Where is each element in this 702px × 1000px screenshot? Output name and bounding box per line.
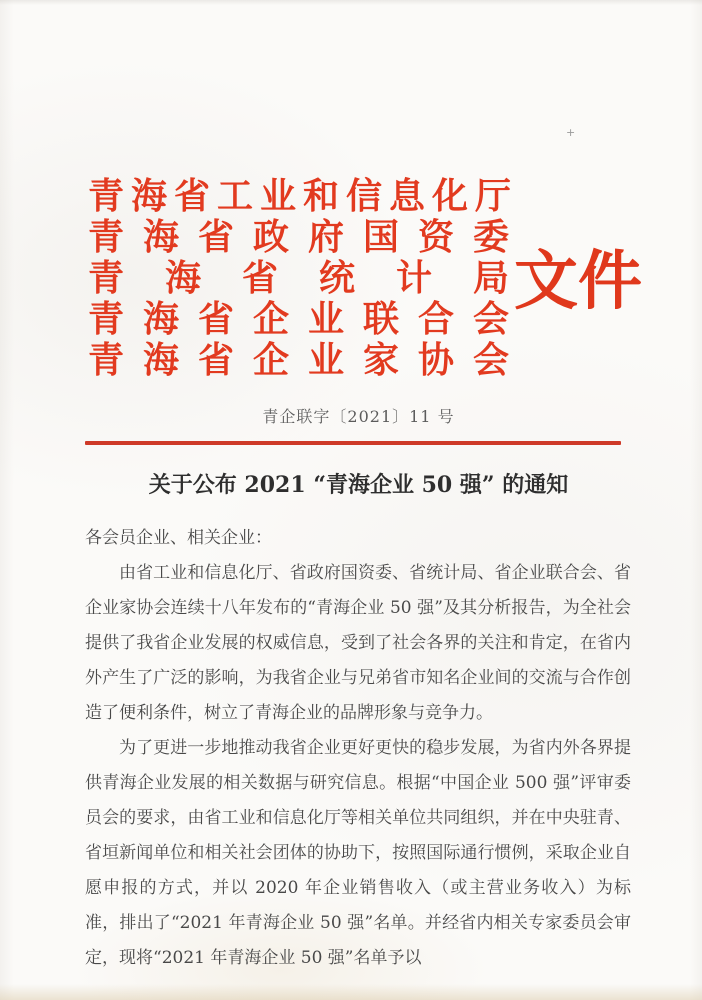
body-paragraph-2: 为了更进一步地推动我省企业更好更快的稳步发展，为省内外各界提供青海企业发展的相关数据与研究信息。根据“中国企业 500 强”评审委员会的要求，由省工业和信息化厅等相关单位共同组织，并在中央驻青、省垣新闻单位和相关社会团体的协助下，按照国际通行惯例，采取企业自愿申报的方式，并以 2020 年企业销售收入（或主营业务收入）为标准，排出了“2021 年青海企业 50 强”名单。并经省内相关专家委员会审定，现将“2021 年青海企业 50 强”名单予以 — [85, 738, 631, 968]
body-paragraph-1: 由省工业和信息化厅、省政府国资委、省统计局、省企业联合会、省企业家协会连续十八年发布的“青海企业 50 强”及其分析报告，为全社会提供了我省企业发展的权威信息，受到了社会各界的关注和肯定，在省内外产生了广泛的影响，为我省企业与兄弟省市知名企业间的交流与合作创造了便利条件，树立了青海企业的品牌形象与竞争力。 — [85, 563, 631, 723]
letterhead-line-industry-it-dept: 青海省工业和信息化厅 — [88, 175, 519, 217]
letterhead-wenjian-label: 文件 — [514, 244, 642, 319]
letterhead-line-sasac: 青海省政府国资委 — [88, 216, 529, 258]
document-body — [85, 521, 631, 976]
letterhead — [88, 175, 551, 381]
salutation: 各会员企业、相关企业： — [85, 528, 272, 548]
letterhead-line-statistics-bureau: 青海省统计局 — [88, 257, 551, 299]
letterhead-line-enterprise-confederation: 青海省企业联合会 — [88, 298, 529, 340]
registration-mark: + — [566, 126, 576, 139]
document-title: 关于公布 2021 “青海企业 50 强” 的通知 — [148, 472, 569, 498]
letterhead-line-entrepreneurs-association: 青海省企业家协会 — [88, 339, 529, 381]
red-divider-line — [85, 441, 621, 445]
document-number: 青企联字〔2021〕11 号 — [262, 407, 455, 426]
